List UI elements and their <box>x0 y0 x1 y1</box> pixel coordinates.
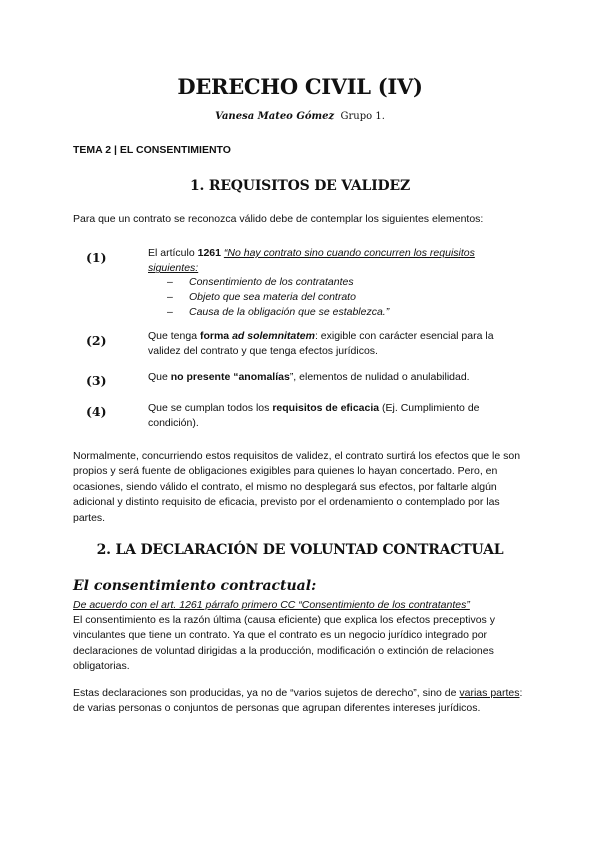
section-1-heading: 1. REQUISITOS DE VALIDEZ <box>190 178 410 194</box>
item-1-text: El artículo 1261 “No hay contrato sino cuando concurren los requisitos siguientes: <box>148 247 475 275</box>
item-2-number: (2) <box>86 333 107 348</box>
author-line <box>0 111 600 122</box>
item-3-number: (3) <box>86 373 107 388</box>
section-2-paragraph-1: El consentimiento es la razón última (causa eficiente) que explica los efectos preceptivos y vinculantes que tiene un contrato. Ya que el contrato es un negocio jurídico integrado por declaraciones de voluntad dirigidas a la producción, modificación o extinción de relaciones obligatorias. <box>73 614 495 673</box>
list-item: – Consentimiento de los contratantes <box>167 275 389 290</box>
list-item: – Causa de la obligación que se establezca.” <box>167 305 389 320</box>
item-3-text: Que no presente “anomalías”, elementos de nulidad o anulabilidad. <box>148 371 470 383</box>
article-number: 1261 <box>197 247 221 259</box>
topic-heading: TEMA 2 | EL CONSENTIMIENTO <box>73 144 231 156</box>
section-2-paragraph-2: Estas declaraciones son producidas, ya no de “varios sujetos de derecho”, sino de varias partes: de varias personas o conjuntos de personas que agrupan diferentes intereses jurídicos. <box>73 687 523 715</box>
section-1-closing: Normalmente, concurriendo estos requisitos de validez, el contrato surtirá los efectos que le son propios y será fuente de obligaciones exigibles para quienes lo hayan concertado. Pero, en ocasiones, siendo válido el contrato, el mismo no desplegará sus efectos, por faltarle algún adicional y distinto requisito de eficacia, previsto por el ordenamiento o contemplado por las partes. <box>73 450 521 524</box>
section-1-intro: Para que un contrato se reconozca válido debe de contemplar los siguientes elementos: <box>73 213 484 225</box>
requisitos-list <box>167 275 389 320</box>
item-2-text: Que tenga forma ad solemnitatem: exigible con carácter esencial para la validez del contrato y que tenga efectos jurídicos. <box>148 330 494 358</box>
group-label: Grupo 1. <box>340 111 385 122</box>
article-reference: De acuerdo con el art. 1261 párrafo primero CC “Consentimiento de los contratantes” <box>73 599 470 611</box>
document-title: DERECHO CIVIL (IV) <box>177 74 423 99</box>
author-name: Vanesa Mateo Gómez <box>215 111 335 122</box>
subsection-heading: El consentimiento contractual: <box>73 578 317 594</box>
section-2-heading: 2. LA DECLARACIÓN DE VOLUNTAD CONTRACTUAL <box>96 542 504 558</box>
article-quote: “No hay contrato sino cuando concurren los requisitos siguientes: <box>148 247 475 275</box>
item-1-number: (1) <box>86 250 107 265</box>
item-4-text: Que se cumplan todos los requisitos de eficacia (Ej. Cumplimiento de condición). <box>148 402 480 430</box>
item-4-number: (4) <box>86 404 107 419</box>
list-item: – Objeto que sea materia del contrato <box>167 290 389 305</box>
